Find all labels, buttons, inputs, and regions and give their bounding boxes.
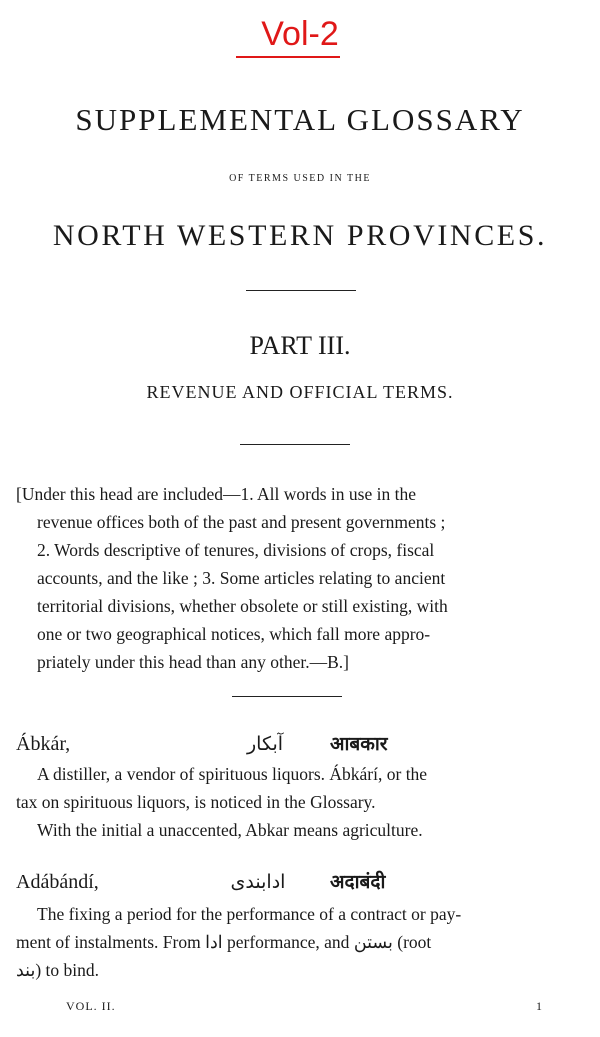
entry-urdu-script: آبکار xyxy=(246,733,284,755)
page-title-line-2: NORTH WESTERN PROVINCES. xyxy=(52,219,548,252)
page-number: 1 xyxy=(536,999,543,1013)
entry-devanagari-script: अदाबंदी xyxy=(330,871,386,893)
footer-volume: VOL. II. xyxy=(66,999,116,1013)
entry-text-line: بند) to bind. xyxy=(16,960,100,980)
intro-line: revenue offices both of the past and present governments ; xyxy=(37,512,446,532)
entry-devanagari-script: आबकार xyxy=(330,733,388,755)
page-title: SUPPLEMENTAL GLOSSARY xyxy=(75,102,525,137)
entry-text-line: ment of instalments. From ادا performance, and بستن (root xyxy=(16,932,432,952)
intro-line: accounts, and the like ; 3. Some articles relating to ancient xyxy=(37,568,446,588)
entry-headword: Adábándí, xyxy=(16,871,99,893)
title-connector: OF TERMS USED IN THE xyxy=(229,173,371,184)
entry-text-line: With the initial a unaccented, Abkar means agriculture. xyxy=(37,820,423,840)
part-heading: PART III. xyxy=(249,331,351,360)
divider-rule xyxy=(246,290,356,291)
volume-label-underline xyxy=(236,56,340,58)
intro-line: territorial divisions, whether obsolete or still existing, with xyxy=(37,596,448,616)
intro-line: one or two geographical notices, which fall more appro- xyxy=(37,624,431,644)
divider-rule xyxy=(240,444,350,445)
entry-text-line: A distiller, a vendor of spirituous liquors. Ábkárí, or the xyxy=(37,764,428,784)
divider-rule xyxy=(232,696,342,697)
entry-text-line: The fixing a period for the performance of a contract or pay- xyxy=(37,904,462,924)
entry-text-line: tax on spirituous liquors, is noticed in the Glossary. xyxy=(16,792,376,812)
intro-line: priately under this head than any other.—B.] xyxy=(37,652,350,672)
intro-line: 2. Words descriptive of tenures, divisions of crops, fiscal xyxy=(37,540,435,560)
entry-urdu-script: ادابندی xyxy=(230,871,286,893)
volume-label: Vol-2 xyxy=(261,15,339,53)
part-subheading: REVENUE AND OFFICIAL TERMS. xyxy=(146,382,454,402)
intro-line: [Under this head are included—1. All words in use in the xyxy=(16,484,416,504)
entry-headword: Ábkár, xyxy=(16,733,71,755)
